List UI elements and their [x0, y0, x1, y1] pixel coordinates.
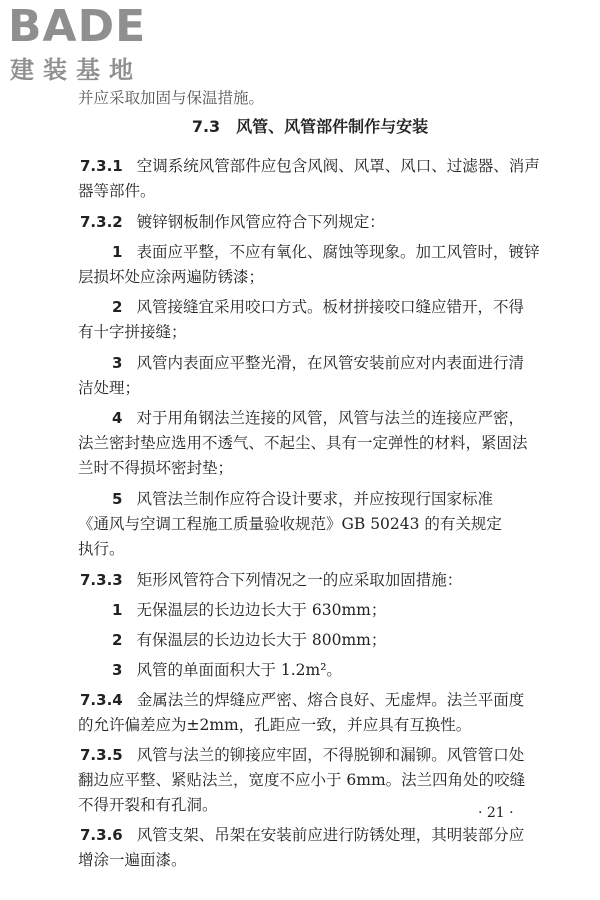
- continuation-line: [78, 539, 600, 559]
- line-text: 对于用角钢法兰连接的风管，风管与法兰的连接应严密，: [136, 409, 524, 427]
- clause-line: [80, 156, 600, 176]
- clause-number: 7.3.5: [80, 746, 123, 764]
- line-text: 翻边应平整、紧贴法兰，宽度不应小于 6mm。法兰四角处的咬缝: [78, 771, 526, 789]
- intro-line: 并应采取加固与保温措施。: [78, 89, 265, 107]
- line-text: 有保温层的长边边长大于 800mm；: [136, 631, 387, 649]
- page-number: · 21 ·: [478, 805, 514, 821]
- item-number: 5: [112, 490, 123, 508]
- list-item-line: [112, 630, 600, 650]
- line-text: 空调系统风管部件应包含风阀、风罩、风口、过滤器、消声: [136, 157, 540, 175]
- line-text: 层损坏处应涂两遍防锈漆；: [78, 268, 265, 286]
- line-text: 矩形风管符合下列情况之一的应采取加固措施：: [136, 571, 463, 589]
- continuation-line: [78, 850, 600, 870]
- clause-number: 7.3.6: [80, 826, 123, 844]
- list-item-line: [112, 242, 600, 262]
- line-text: 风管与法兰的铆接应牢固，不得脱铆和漏铆。风管管口处: [136, 746, 525, 764]
- line-text: 有十字拼接缝；: [78, 323, 187, 341]
- line-text: 风管支架、吊架在安装前应进行防锈处理，其明装部分应: [136, 826, 525, 844]
- line-text: 无保温层的长边边长大于 630mm；: [136, 601, 387, 619]
- list-item-line: [112, 660, 600, 680]
- line-text: 风管接缝宜采用咬口方式。板材拼接咬口缝应错开，不得: [136, 298, 524, 316]
- item-number: 3: [112, 354, 123, 372]
- item-number: 2: [112, 631, 123, 649]
- list-item-line: [112, 408, 600, 428]
- list-item-line: [112, 600, 600, 620]
- line-text: 洁处理；: [78, 379, 141, 397]
- line-text: 风管的单面面积大于 1.2m²。: [136, 661, 342, 679]
- continuation-line: [78, 458, 600, 478]
- continuation-line: [78, 795, 600, 815]
- item-number: 1: [112, 601, 123, 619]
- clause-line: [80, 690, 600, 710]
- clause-number: 7.3.2: [80, 213, 123, 231]
- list-item-line: [112, 353, 600, 373]
- clause-line: [80, 745, 600, 765]
- line-text: 增涂一遍面漆。: [78, 851, 187, 869]
- line-text: 金属法兰的焊缝应严密、熔合良好、无虚焊。法兰平面度: [136, 691, 525, 709]
- line-text: 风管法兰制作应符合设计要求，并应按现行国家标准: [136, 490, 493, 508]
- clause-number: 7.3.4: [80, 691, 123, 709]
- continuation-line: [78, 267, 600, 287]
- clause-line: [80, 825, 600, 845]
- continuation-line: [78, 181, 600, 201]
- continuation-line: [78, 378, 600, 398]
- clause-number: 7.3.3: [80, 571, 123, 589]
- item-number: 4: [112, 409, 123, 427]
- site-logo: [6, 2, 176, 88]
- continuation-line: [78, 770, 600, 790]
- logo-wordmark: BADE: [8, 1, 147, 52]
- list-item-line: [112, 297, 600, 317]
- line-text: 表面应平整，不应有氧化、腐蚀等现象。加工风管时，镀锌: [136, 243, 540, 261]
- continuation-line: [78, 514, 600, 534]
- logo-subtitle: 建装基地: [10, 56, 142, 84]
- item-number: 2: [112, 298, 123, 316]
- line-text: 器等部件。: [78, 182, 156, 200]
- continuation-line: [78, 322, 600, 342]
- line-text: 不得开裂和有孔洞。: [78, 796, 218, 814]
- continuation-line: [78, 433, 600, 453]
- item-number: 1: [112, 243, 123, 261]
- clause-number: 7.3.1: [80, 157, 123, 175]
- list-item-line: [112, 489, 600, 509]
- continuation-line: [78, 715, 600, 735]
- line-text: 兰时不得损坏密封垫；: [78, 459, 234, 477]
- line-text: 执行。: [78, 540, 125, 558]
- line-text: 镀锌钢板制作风管应符合下列规定：: [136, 213, 385, 231]
- clause-line: [80, 570, 600, 590]
- section-heading: 7.3 风管、风管部件制作与安装: [191, 117, 429, 136]
- line-text: 法兰密封垫应选用不透气、不起尘、具有一定弹性的材料，紧固法: [78, 434, 528, 452]
- clause-line: [80, 212, 600, 232]
- line-text: 《通风与空调工程施工质量验收规范》GB 50243 的有关规定: [78, 515, 502, 533]
- line-text: 风管内表面应平整光滑，在风管安装前应对内表面进行清: [136, 354, 524, 372]
- item-number: 3: [112, 661, 123, 679]
- line-text: 的允许偏差应为±2mm，孔距应一致，并应具有互换性。: [78, 716, 472, 734]
